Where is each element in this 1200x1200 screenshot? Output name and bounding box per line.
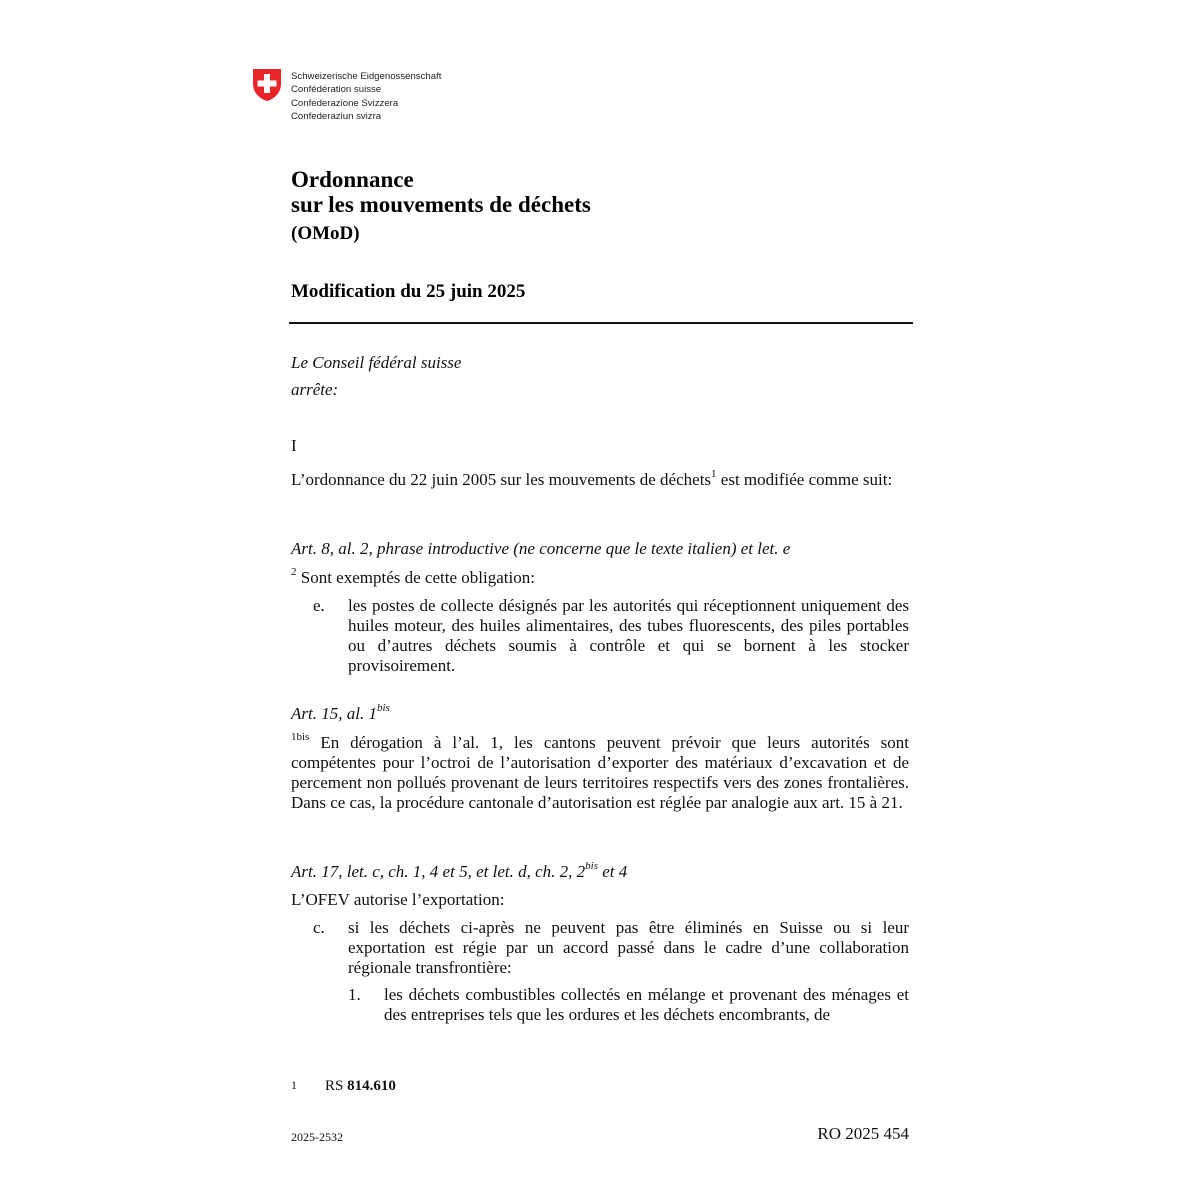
art8-paragraph-text: Sont exemptés de cette obligation: [296,568,535,587]
art8-item-label: e. [313,596,325,615]
title-line-1: Ordonnance [291,167,414,192]
art17-intro: L’OFEV autorise l’exportation: [291,890,505,909]
preamble-authority: Le Conseil fédéral suisse [291,353,462,372]
federation-names [291,70,441,124]
art8-paragraph-number: 2 [291,566,297,579]
title-abbreviation: (OMoD) [291,223,360,244]
art17-heading [291,862,909,882]
federation-name-fr: Confédération suisse [291,84,382,96]
footnote-reference[interactable]: 1 [711,468,717,481]
art15-heading [291,704,909,724]
art8-paragraph [291,568,909,588]
federation-name-it: Confederazione Svizzera [291,97,399,109]
art8-item-text: les postes de collecte désignés par les autorités qui réceptionnent uniquement des huiles moteur, des huiles alimentaires, des tubes fluorescents, des piles portables ou d’autres déchets soumis à contrôle et qui se bornent à les stocker provisoirement. [348,596,909,675]
swiss-coat-of-arms-icon [252,68,282,102]
art17-sub-label: 1. [348,985,361,1004]
art17-item-text: si les déchets ci-après ne peuvent pas être éliminés en Suisse ou si leur exportation est régie par un accord passé dans le cadre d’une collaboration régionale transfrontière: [348,918,909,977]
art17-sub-text: les déchets combustibles collectés en mélange et provenant des ménages et des entreprises tels que les ordures et les déchets encombrants, de [384,985,909,1024]
art17-heading-text-end: et 4 [597,862,628,881]
art15-paragraph-number: 1bis [291,731,310,744]
art15-heading-sup: bis [376,702,390,715]
art15-heading-text: Art. 15, al. 1 [291,704,377,723]
footnote-text [325,1078,396,1095]
federation-name-de: Schweizerische Eidgenossenschaft [291,71,442,82]
section-number: I [291,436,297,455]
preamble-decrees: arrête: [291,380,339,399]
art15-paragraph [291,733,909,813]
intro-paragraph [291,470,909,490]
document-title [291,167,591,246]
art17-heading-sup: bis [585,860,598,873]
title-divider [289,322,913,324]
art8-heading: Art. 8, al. 2, phrase introductive (ne concerne que le texte italien) et let. e [291,539,791,558]
footnote-prefix: RS [325,1078,348,1094]
federation-name-rm: Confederaziun svizra [291,111,382,123]
art15-paragraph-text: En dérogation à l’al. 1, les cantons peuvent prévoir que leurs autorités sont compétentes pour l’octroi de l’autorisation d’exporter des matériaux d’excavation et de percement non pollués provenant de leurs territoires respectifs vers des zones frontalières. Dans ce cas, la procédure cantonale d’autorisation est réglée par analogie aux art. 15 à 21. [291,733,909,812]
footnote-number: 1 [291,1078,297,1092]
ro-reference: RO 2025 454 [817,1124,909,1143]
modification-date: Modification du 25 juin 2025 [291,281,526,302]
intro-text: L’ordonnance du 22 juin 2005 sur les mouvements de déchets [291,470,712,489]
title-line-2: sur les mouvements de déchets [291,192,591,217]
footnote-ref[interactable]: 814.610 [347,1078,396,1094]
intro-text-end: est modifiée comme suit: [716,470,893,489]
art17-item-label: c. [313,918,325,937]
art17-heading-text: Art. 17, let. c, ch. 1, 4 et 5, et let. d, ch. 2, 2 [291,862,586,881]
document-number: 2025-2532 [291,1130,343,1144]
